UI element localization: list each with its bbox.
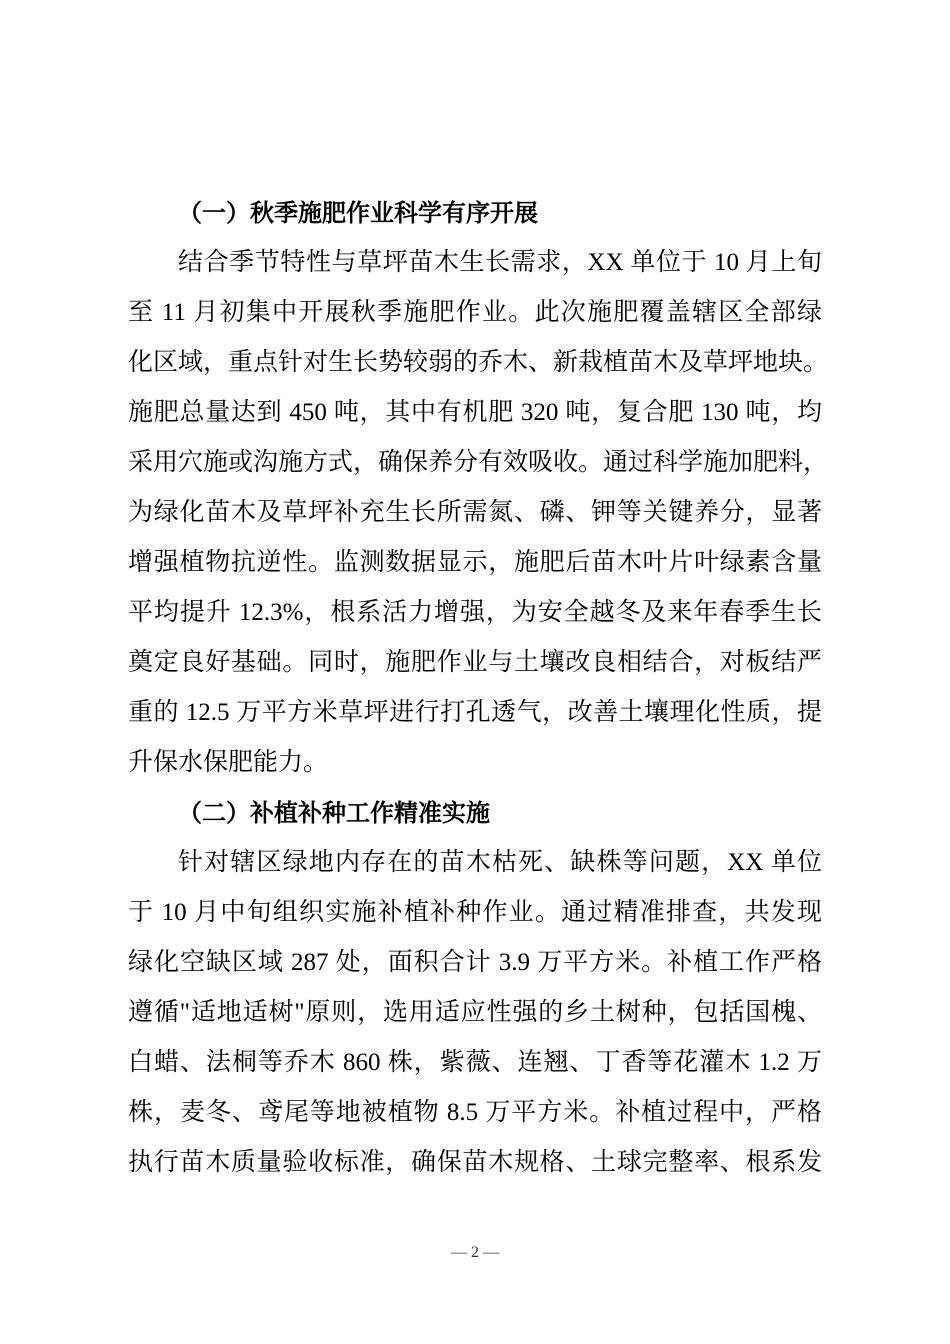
paragraph-line: 升保水保肥能力。 — [128, 749, 329, 776]
section-heading: （一）秋季施肥作业科学有序开展 — [178, 199, 538, 227]
paragraph-line: 白蜡、法桐等乔木 860 株，紫薇、连翘、丁香等花灌木 1.2 万 — [128, 1049, 822, 1076]
paragraph-line: 为绿化苗木及草坪补充生长所需氮、磷、钾等关键养分，显著 — [128, 499, 822, 526]
paragraph-line: 重的 12.5 万平方米草坪进行打孔透气，改善土壤理化性质，提 — [128, 699, 822, 726]
paragraph-line: 结合季节特性与草坪苗木生长需求，XX 单位于 10 月上旬 — [178, 249, 822, 276]
paragraph-line: 于 10 月中旬组织实施补植补种作业。通过精准排查，共发现 — [128, 899, 822, 926]
paragraph-line: 至 11 月初集中开展秋季施肥作业。此次施肥覆盖辖区全部绿 — [128, 299, 822, 326]
paragraph-line: 株，麦冬、鸢尾等地被植物 8.5 万平方米。补植过程中，严格 — [128, 1099, 822, 1126]
paragraph-line: 绿化空缺区域 287 处，面积合计 3.9 万平方米。补植工作严格 — [128, 949, 822, 976]
paragraph-line: 针对辖区绿地内存在的苗木枯死、缺株等问题，XX 单位 — [178, 849, 822, 876]
paragraph-line: 化区域，重点针对生长势较弱的乔木、新栽植苗木及草坪地块。 — [128, 349, 829, 376]
section-heading: （二）补植补种工作精准实施 — [178, 799, 490, 827]
paragraph-line: 遵循"适地适树"原则，选用适应性强的乡土树种，包括国槐、 — [128, 999, 822, 1026]
paragraph-line: 平均提升 12.3%，根系活力增强，为安全越冬及来年春季生长 — [128, 599, 822, 626]
paragraph-line: 施肥总量达到 450 吨，其中有机肥 320 吨，复合肥 130 吨，均 — [128, 399, 822, 426]
paragraph-line: 采用穴施或沟施方式，确保养分有效吸收。通过科学施加肥料， — [128, 449, 829, 476]
paragraph-line: 执行苗木质量验收标准，确保苗木规格、土球完整率、根系发 — [128, 1149, 822, 1176]
paragraph-line: 奠定良好基础。同时，施肥作业与土壤改良相结合，对板结严 — [128, 649, 822, 676]
page-number: — 2 — — [451, 1244, 499, 1261]
paragraph-line: 增强植物抗逆性。监测数据显示，施肥后苗木叶片叶绿素含量 — [128, 549, 822, 576]
